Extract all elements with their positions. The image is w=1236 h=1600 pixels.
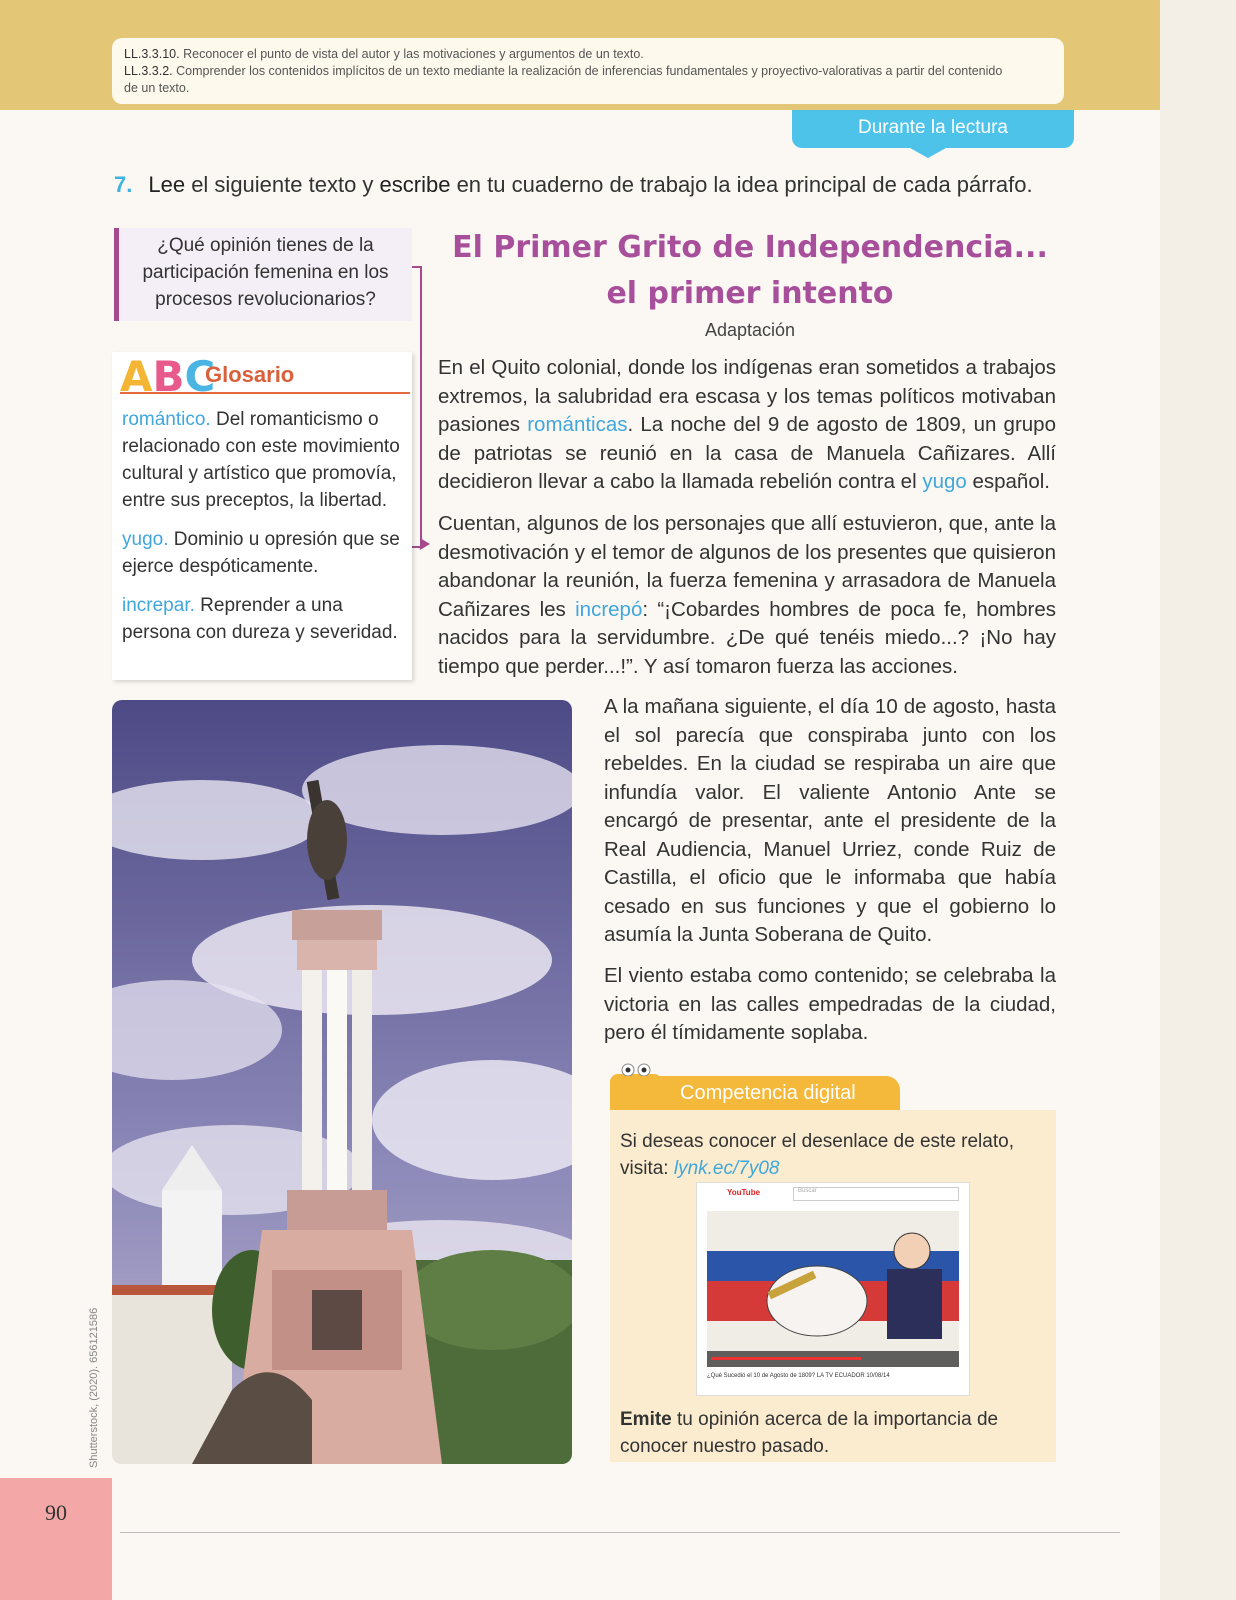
page-edge — [1160, 0, 1236, 1600]
skill-text: Comprender los contenidos implícitos de un texto mediante la realización de inferencias fundamentales y proyectivo-valorativas a partir del contenido — [176, 64, 1003, 78]
article-title-line2: el primer intento — [606, 276, 894, 311]
competencia-header: Competencia digital — [610, 1076, 900, 1110]
youtube-logo: YouTube — [727, 1188, 761, 1197]
glossary-entry — [122, 592, 407, 646]
competencia-prompt: Emite tu opinión acerca de la importancia de conocer nuestro pasado. — [620, 1409, 999, 1457]
question-line: procesos revolucionarios? — [155, 289, 376, 310]
skill-text: de un texto. — [124, 81, 190, 95]
glossary-term: romántico. — [122, 409, 211, 430]
instruction — [114, 172, 1033, 198]
video-illustration — [707, 1211, 959, 1367]
article-subtitle: Adaptación — [704, 320, 796, 340]
glossary-entry — [122, 526, 407, 580]
skill-text: Reconocer el punto de vista del autor y las motivaciones y argumentos de un texto. — [183, 47, 644, 61]
skill-line — [124, 63, 1052, 80]
instruction-verb: escribe — [379, 172, 451, 197]
footer-divider — [120, 1532, 1120, 1533]
glossary-definition: Dominio u opresión que se ejerce despóticamente. — [122, 529, 400, 577]
video-caption: ¿Qué Sucedió el 10 de Agosto de 1809? LA TV ECUADOR 10/08/14 — [707, 1373, 890, 1379]
glossary-box — [112, 352, 412, 680]
glossary-entries — [122, 406, 407, 658]
skill-code: LL.3.3.2. — [124, 64, 173, 78]
skill-line — [124, 46, 1052, 63]
instruction-text: el siguiente texto y — [185, 172, 380, 197]
instruction-verb: Lee — [148, 172, 186, 197]
glossary-header — [120, 352, 410, 401]
glossary-word: yugo — [922, 470, 967, 493]
abc-logo: ABC — [120, 352, 216, 401]
glossary-word: increpó — [575, 597, 643, 621]
paragraph-4: El viento estaba como contenido; se celebraba la victoria en las calles empedradas de la ciudad, pero él tímidamente soplaba. — [604, 964, 1056, 1044]
paragraph-2: Cuentan, algunos de los personajes que allí estuvieron, que, ante la desmotivación y el temor de algunos de los presentes que quisieron abandonar la reunión, la fuerza femenina y arrasadora de Manuela Cañizares les increpó: “¡Cobardes hombres de poca fe, hombres nacidos para la servidumbre. ¿De qué tenéis miedo...? ¡No hay tiempo que perder...!”. Y así tomaron fuerza las acciones. — [438, 512, 1056, 678]
paragraph-1: En el Quito colonial, donde los indígenas eran sometidos a trabajos extremos, la salubridad era escasa y los temas políticos motivaban pasiones románticas. La noche del 9 de agosto de 1809, un grupo de patriotas se reunió en la casa de Manuela Cañizares. Allí decidieron llevar a cabo la llamada rebelión contra el yugo español. — [438, 356, 1056, 493]
photo-credit: Shutterstock, (2020). 656121586 — [88, 1307, 100, 1468]
reflection-question — [114, 228, 412, 321]
video-search-input: Buscar — [793, 1187, 959, 1201]
connector-arrow — [420, 538, 430, 550]
skill-line — [124, 80, 1052, 97]
glossary-title: Glosario — [205, 362, 295, 387]
question-line: participación femenina en los — [142, 262, 389, 283]
article-title: El Primer Grito de Independencia... — [452, 230, 1048, 265]
glossary-term: yugo. — [122, 529, 169, 550]
glossary-term: increpar. — [122, 595, 195, 616]
page-number: 90 — [0, 1478, 112, 1600]
competencia-box — [610, 1110, 1056, 1462]
monument-photo — [112, 700, 572, 1464]
monument-illustration — [112, 700, 572, 1464]
competencia-text: Si deseas conocer el desenlace de este relato, visita: lynk.ec/7y08 — [620, 1131, 1014, 1179]
glossary-word: románticas — [527, 413, 628, 436]
section-tab: Durante la lectura — [792, 110, 1074, 148]
video-link[interactable]: lynk.ec/7y08 — [673, 1158, 780, 1179]
skill-code: LL.3.3.10. — [124, 47, 180, 61]
skills-box — [112, 38, 1064, 104]
question-line: ¿Qué opinión tienes de la — [157, 235, 374, 256]
instruction-number: 7. — [114, 172, 133, 197]
glossary-definition: Del romanticismo o relacionado con este movimiento cultural y artístico que promovía, entre sus preceptos, la libertad. — [122, 409, 400, 511]
question-connector — [412, 266, 422, 548]
video-thumbnail[interactable] — [696, 1182, 970, 1396]
video-header — [697, 1183, 969, 1205]
instruction-text: en tu cuaderno de trabajo la idea principal de cada párrafo. — [450, 172, 1033, 197]
video-frame[interactable] — [707, 1211, 959, 1367]
paragraph-3: A la mañana siguiente, el día 10 de agosto, hasta el sol parecía que conspiraba junto con los rebeldes. En la ciudad se respiraba un aire que infundía valor. El valiente Antonio Ante se encargó de presentar, ante el presidente de la Real Audiencia, Manuel Urriez, conde Ruiz de Castilla, el oficio que le informaba que había cesado en sus funciones y que el gobierno lo asumía la Junta Soberana de Quito. — [604, 695, 1056, 946]
glossary-entry — [122, 406, 407, 514]
glossary-definition: Reprender a una persona con dureza y severidad. — [122, 595, 398, 643]
